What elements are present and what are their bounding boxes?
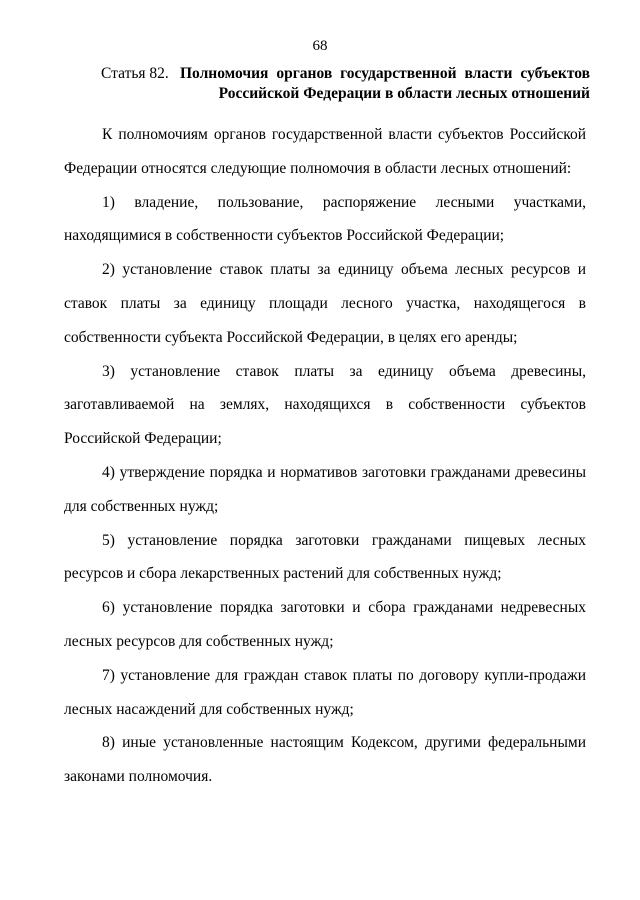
list-item-5: 5) установление порядка заготовки гражданами пищевых лесных ресурсов и сбора лекарственных растений для собственных нужд; [64,531,586,583]
list-item-4: 4) утверждение порядка и нормативов заготовки гражданами древесины для собственных нужд; [64,463,586,515]
article-body [64,118,586,794]
list-item-8: 8) иные установленные настоящим Кодексом, другими федеральными законами полномочия. [64,734,586,786]
list-item-1: 1) владение, пользование, распоряжение лесными участками, находящимися в собственности субъектов Российской Федерации; [64,193,586,245]
list-item-2: 2) установление ставок платы за единицу объема лесных ресурсов и ставок платы за единицу площади лесного участка, находящегося в собственности субъекта Российской Федерации, в целях его аренды; [64,261,586,346]
list-item-6: 6) установление порядка заготовки и сбора гражданами недревесных лесных ресурсов для собственных нужд; [64,599,586,650]
list-item-3: 3) установление ставок платы за единицу объема древесины, заготавливаемой на землях, находящихся в собственности субъектов Российской Федерации; [64,362,586,448]
page-number: 68 [312,38,328,54]
intro-paragraph: К полномочиям органов государственной власти субъектов Российской Федерации относятся следующие полномочия в области лесных отношений: [64,126,586,177]
list-item-7: 7) установление для граждан ставок платы по договору купли-продажи лесных насаждений для собственных нужд; [64,666,586,718]
article-title: Полномочия органов государственной власти субъектов Российской Федерации в области лесных отношений [180,65,590,102]
article-label: Статья 82. [101,65,169,82]
